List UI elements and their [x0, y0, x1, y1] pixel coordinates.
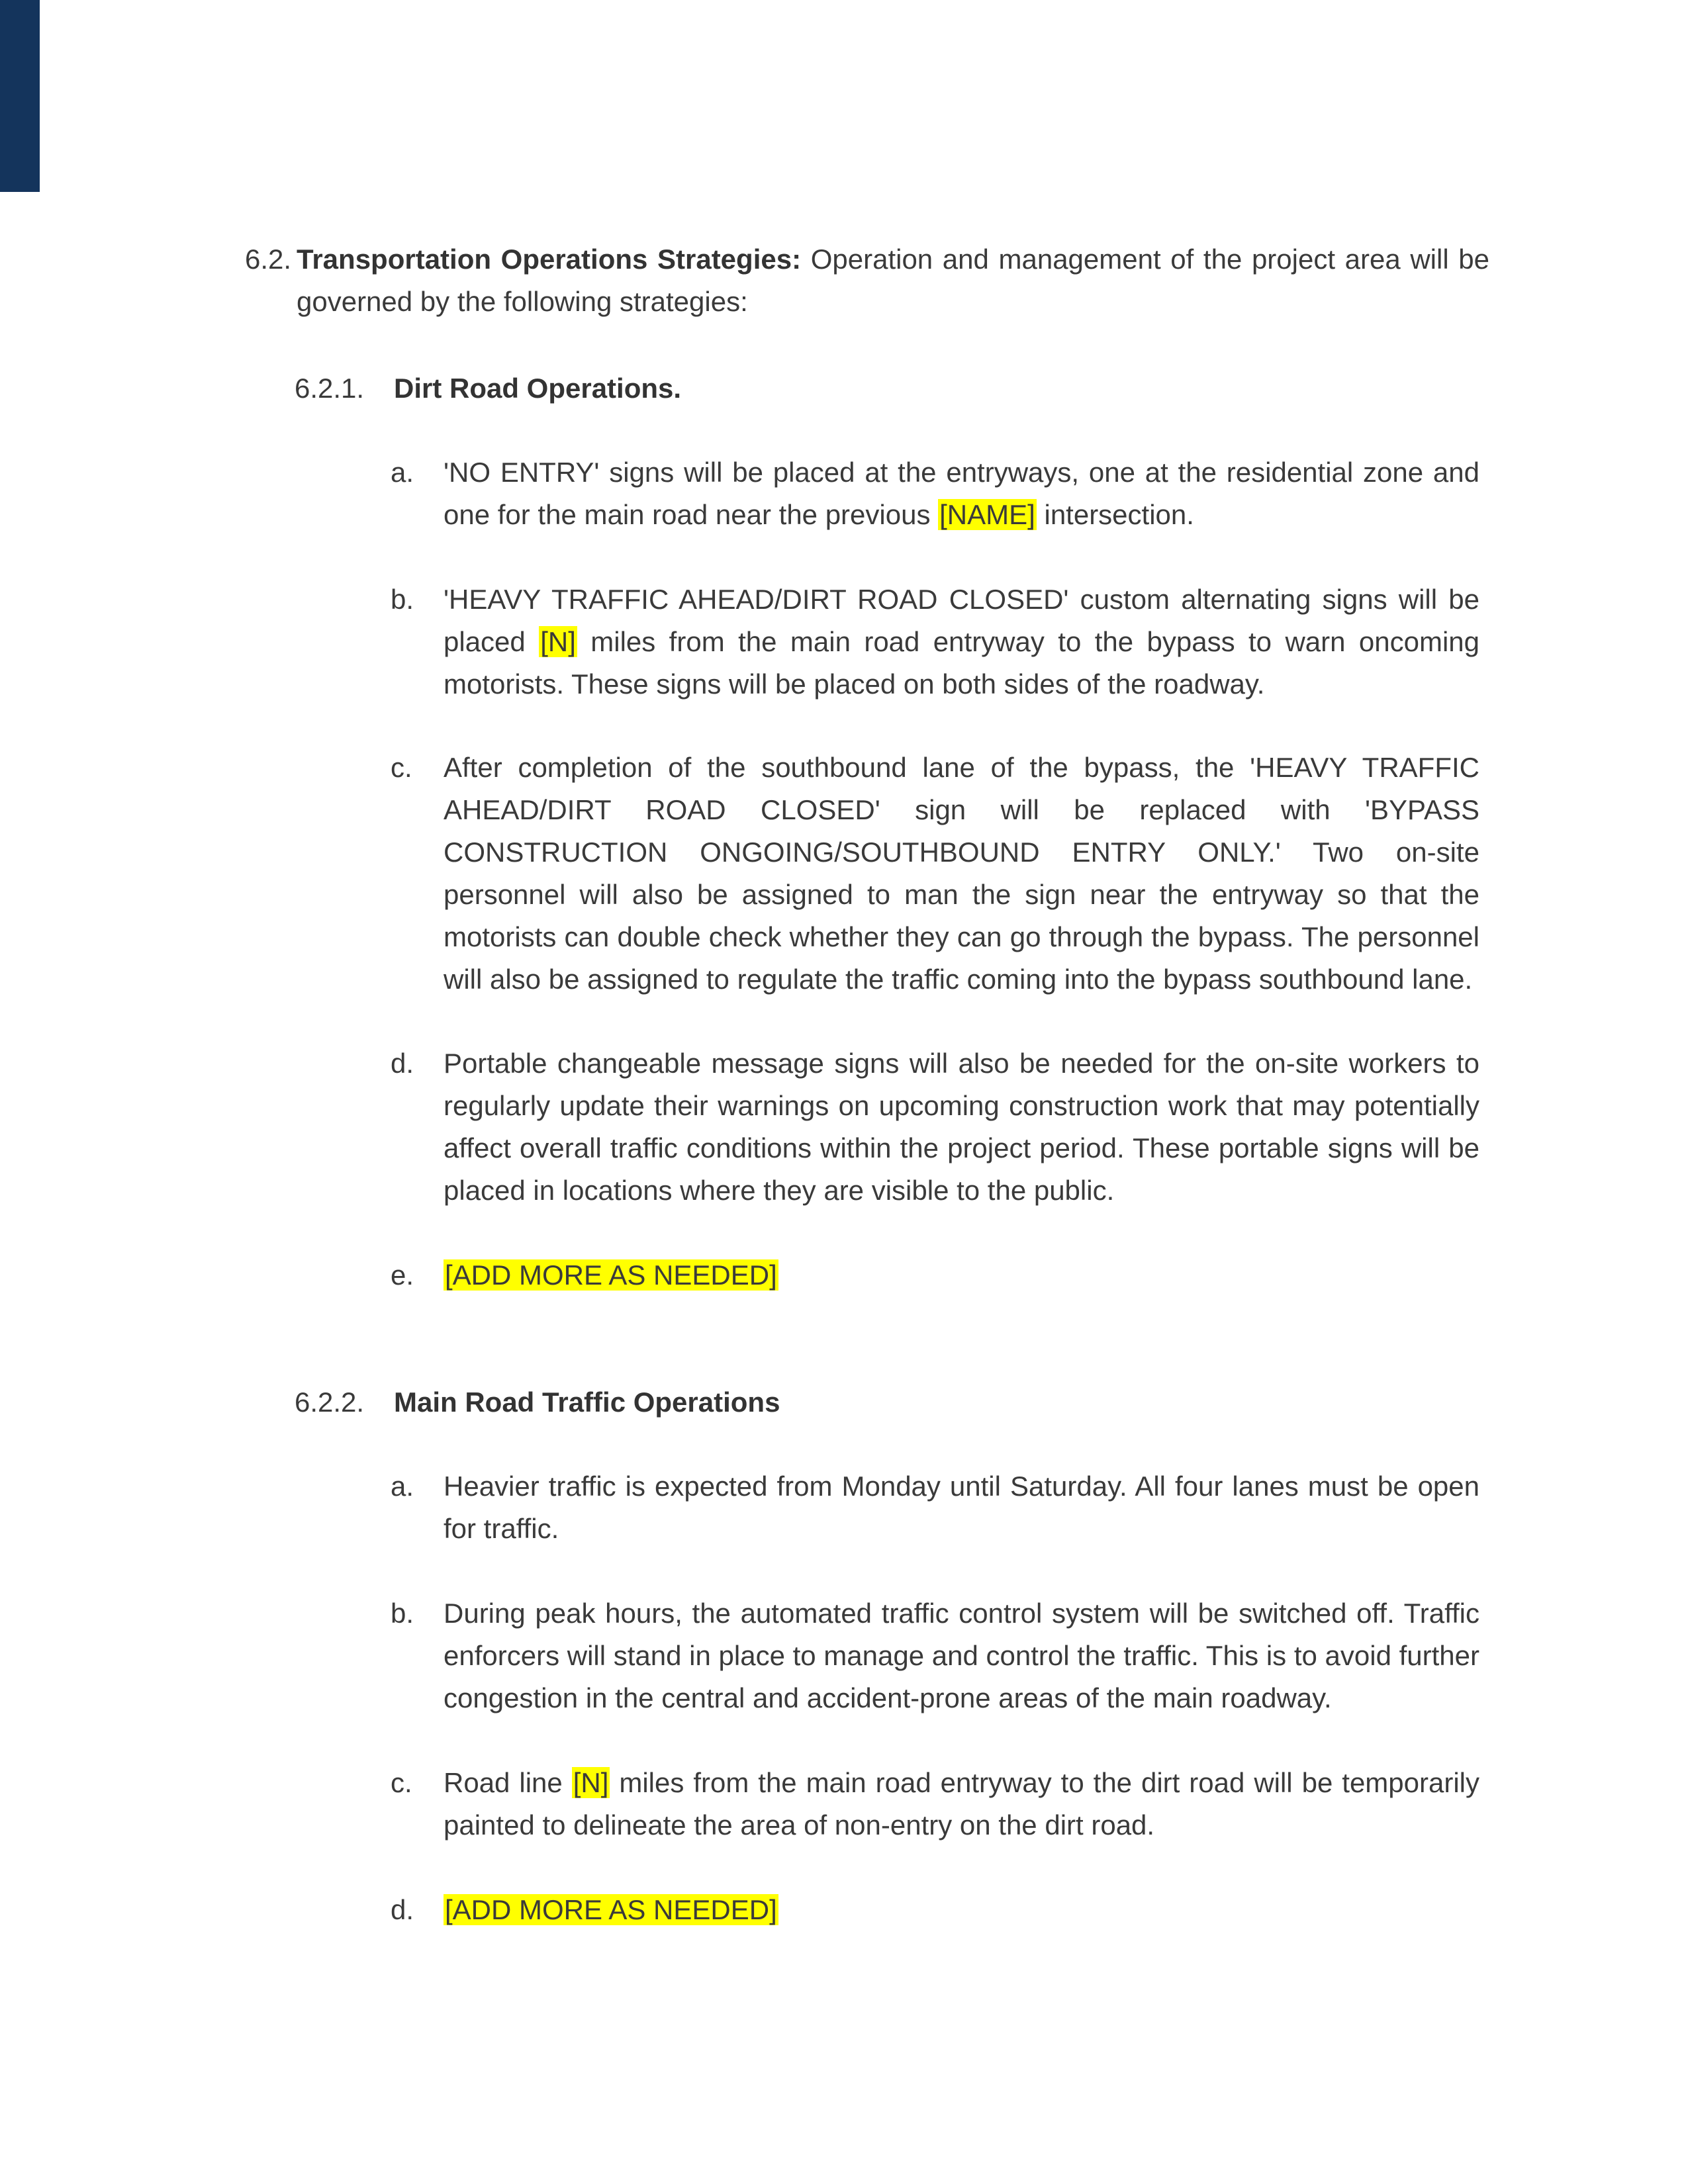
list-item-text	[444, 1889, 1479, 1931]
list-item-text	[444, 451, 1479, 536]
placeholder-highlight: [ADD MORE AS NEEDED]	[445, 1894, 777, 1925]
list-item-label: c.	[391, 1767, 412, 1798]
text-run: 'HEAVY TRAFFIC AHEAD/DIRT ROAD CLOSED' custom alternating signs will be placed	[444, 584, 1479, 657]
placeholder-highlight: [NAME]	[939, 499, 1035, 530]
list-item-label: a.	[391, 457, 414, 488]
list-item-label: b.	[391, 1598, 414, 1629]
list-item-text: During peak hours, the automated traffic control system will be switched off. Traffic enforcers will stand in place to manage and control the traffic. This is to avoid further congestion in the central and accident-prone areas of the main roadway.	[444, 1598, 1479, 1713]
header-accent-bar	[0, 0, 40, 192]
subsection-title: Dirt Road Operations.	[394, 373, 682, 404]
text-run: miles from the main road entryway to the dirt road will be temporarily painted to delineate the area of non-entry on the dirt road.	[444, 1767, 1479, 1841]
subsection-title: Main Road Traffic Operations	[394, 1387, 780, 1418]
list-item-text: Heavier traffic is expected from Monday until Saturday. All four lanes must be open for traffic.	[444, 1471, 1479, 1544]
subsection-number: 6.2.2.	[295, 1387, 365, 1418]
text-run: intersection.	[1036, 499, 1194, 530]
list-item-text	[444, 578, 1479, 705]
list-item-text: Portable changeable message signs will also be needed for the on-site workers to regularly update their warnings on upcoming construction work that may potentially affect overall traffic conditions within the project period. These portable signs will be placed in locations where they are visible to the public.	[444, 1048, 1479, 1206]
section-title: Transportation Operations Strategies:	[297, 244, 802, 275]
list-item-label: e.	[391, 1259, 414, 1291]
text-run: Road line	[444, 1767, 572, 1798]
list-item-label: c.	[391, 752, 412, 783]
list-item-label: d.	[391, 1048, 414, 1079]
list-item-label: b.	[391, 584, 414, 615]
text-run: miles from the main road entryway to the bypass to warn oncoming motorists. These signs will be placed on both sides of the roadway.	[444, 626, 1479, 700]
text-run: 'NO ENTRY' signs will be placed at the entryways, one at the residential zone and one for the main road near the previous	[444, 457, 1479, 530]
list-item-label: a.	[391, 1471, 414, 1502]
section-number: 6.2.	[245, 244, 292, 275]
placeholder-highlight: [N]	[540, 626, 576, 657]
placeholder-highlight: [N]	[573, 1767, 609, 1798]
list-item-text: After completion of the southbound lane of the bypass, the 'HEAVY TRAFFIC AHEAD/DIRT ROAD CLOSED' sign will be replaced with 'BYPASS CONSTRUCTION ONGOING/SOUTHBOUND ENTRY ONLY.' Two on-site personnel will also be assigned to man the sign near the entryway so that the motorists can double check whether they can go through the bypass. The personnel will also be assigned to regulate the traffic coming into the bypass southbound lane.	[444, 752, 1479, 995]
section-intro: Operation and management of the project area will be governed by the following strategies:	[297, 244, 1489, 317]
list-item-label: d.	[391, 1894, 414, 1925]
section-paragraph	[297, 238, 1489, 323]
subsection-number: 6.2.1.	[295, 373, 365, 404]
placeholder-highlight: [ADD MORE AS NEEDED]	[445, 1259, 777, 1291]
list-item-text	[444, 1762, 1479, 1846]
list-item-text	[444, 1254, 1479, 1297]
